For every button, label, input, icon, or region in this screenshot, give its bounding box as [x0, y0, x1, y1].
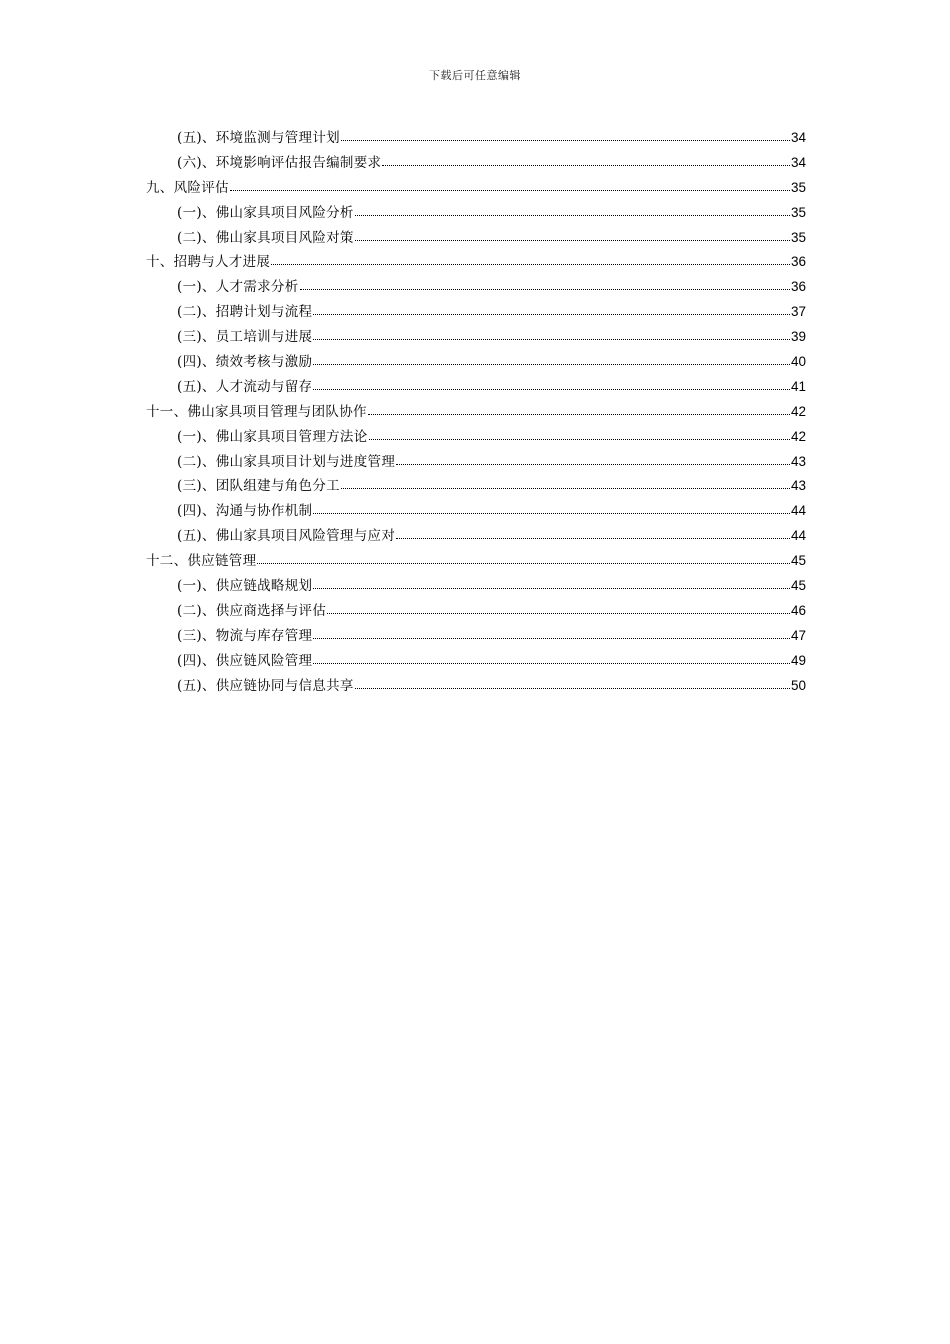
page-header: 下载后可任意编辑	[429, 69, 521, 82]
toc-entry-label: (二)、佛山家具项目风险对策	[177, 229, 354, 246]
toc-dot-leader	[313, 578, 790, 590]
toc-dot-leader	[368, 404, 790, 416]
toc-page-number: 44	[790, 528, 806, 544]
toc-section-entry[interactable]	[146, 226, 806, 251]
toc-section-entry[interactable]	[146, 450, 806, 475]
toc-page-number: 45	[790, 578, 806, 594]
toc-section-entry[interactable]	[146, 599, 806, 624]
toc-entry-label: (一)、人才需求分析	[177, 279, 299, 296]
toc-dot-leader	[313, 354, 790, 366]
toc-dot-leader	[230, 180, 790, 192]
toc-dot-leader	[341, 478, 790, 490]
toc-page-number: 34	[790, 154, 806, 170]
toc-entry-label: (六)、环境影响评估报告编制要求	[177, 154, 382, 171]
toc-page-number: 37	[790, 304, 806, 320]
toc-entry-label: (一)、供应链战略规划	[177, 578, 313, 595]
toc-chapter-entry[interactable]	[146, 176, 806, 201]
toc-dot-leader	[257, 553, 790, 565]
toc-entry-label: (二)、供应商选择与评估	[177, 602, 327, 619]
toc-dot-leader	[313, 628, 790, 640]
toc-section-entry[interactable]	[146, 649, 806, 674]
toc-page-number: 39	[790, 329, 806, 345]
toc-page-number: 50	[790, 677, 806, 693]
toc-entry-label: 十、招聘与人才进展	[146, 254, 271, 271]
toc-chapter-entry[interactable]	[146, 400, 806, 425]
toc-page-number: 35	[790, 229, 806, 245]
toc-page-number: 44	[790, 503, 806, 519]
toc-section-entry[interactable]	[146, 201, 806, 226]
toc-section-entry[interactable]	[146, 574, 806, 599]
toc-entry-label: 十一、佛山家具项目管理与团队协作	[146, 403, 367, 420]
toc-dot-leader	[313, 503, 790, 515]
toc-entry-label: (二)、招聘计划与流程	[177, 304, 313, 321]
toc-entry-label: (一)、佛山家具项目管理方法论	[177, 428, 368, 445]
toc-page-number: 35	[790, 179, 806, 195]
toc-entry-label: (五)、人才流动与留存	[177, 378, 313, 395]
toc-entry-label: (一)、佛山家具项目风险分析	[177, 204, 354, 221]
toc-page-number: 43	[790, 478, 806, 494]
toc-entry-label: (四)、沟通与协作机制	[177, 503, 313, 520]
toc-section-entry[interactable]	[146, 375, 806, 400]
toc-page-number: 35	[790, 204, 806, 220]
toc-section-entry[interactable]	[146, 674, 806, 699]
toc-entry-label: (四)、供应链风险管理	[177, 652, 313, 669]
toc-entry-label: (三)、物流与库存管理	[177, 627, 313, 644]
toc-chapter-entry[interactable]	[146, 549, 806, 574]
toc-dot-leader	[313, 329, 790, 341]
toc-dot-leader	[313, 304, 790, 316]
toc-section-entry[interactable]	[146, 624, 806, 649]
toc-section-entry[interactable]	[146, 151, 806, 176]
toc-page-number: 36	[790, 279, 806, 295]
toc-entry-label: (四)、绩效考核与激励	[177, 354, 313, 371]
toc-dot-leader	[396, 454, 790, 466]
toc-dot-leader	[355, 230, 790, 242]
toc-dot-leader	[355, 205, 790, 217]
toc-entry-label: 九、风险评估	[146, 179, 229, 196]
toc-dot-leader	[355, 678, 790, 690]
toc-dot-leader	[327, 603, 790, 615]
toc-page-number: 45	[790, 553, 806, 569]
toc-section-entry[interactable]	[146, 524, 806, 549]
toc-section-entry[interactable]	[146, 325, 806, 350]
toc-section-entry[interactable]	[146, 126, 806, 151]
toc-entry-label: 十二、供应链管理	[146, 553, 257, 570]
toc-section-entry[interactable]	[146, 474, 806, 499]
toc-entry-label: (五)、环境监测与管理计划	[177, 130, 340, 146]
toc-dot-leader	[300, 279, 790, 291]
toc-page-number: 41	[790, 378, 806, 394]
toc-section-entry[interactable]	[146, 350, 806, 375]
toc-page-number: 47	[790, 627, 806, 643]
toc-page-number: 34	[790, 130, 806, 145]
toc-page-number: 49	[790, 652, 806, 668]
toc-entry-label: (五)、佛山家具项目风险管理与应对	[177, 528, 396, 545]
toc-dot-leader	[341, 130, 790, 142]
toc-page-number: 43	[790, 453, 806, 469]
toc-entry-label: (五)、供应链协同与信息共享	[177, 677, 354, 694]
toc-page-number: 42	[790, 403, 806, 419]
toc-dot-leader	[396, 528, 790, 540]
toc-entry-label: (二)、佛山家具项目计划与进度管理	[177, 453, 396, 470]
toc-section-entry[interactable]	[146, 275, 806, 300]
toc-chapter-entry[interactable]	[146, 250, 806, 275]
toc-page-number: 40	[790, 354, 806, 370]
toc-page-number: 46	[790, 602, 806, 618]
toc-dot-leader	[271, 254, 790, 266]
toc-page-number: 42	[790, 428, 806, 444]
toc-dot-leader	[313, 653, 790, 665]
toc-section-entry[interactable]	[146, 425, 806, 450]
toc-section-entry[interactable]	[146, 300, 806, 325]
table-of-contents	[146, 126, 806, 698]
toc-entry-label: (三)、员工培训与进展	[177, 329, 313, 346]
toc-dot-leader	[313, 379, 790, 391]
toc-section-entry[interactable]	[146, 499, 806, 524]
toc-entry-label: (三)、团队组建与角色分工	[177, 478, 340, 495]
toc-dot-leader	[369, 429, 790, 441]
toc-dot-leader	[382, 155, 790, 167]
toc-page-number: 36	[790, 254, 806, 270]
